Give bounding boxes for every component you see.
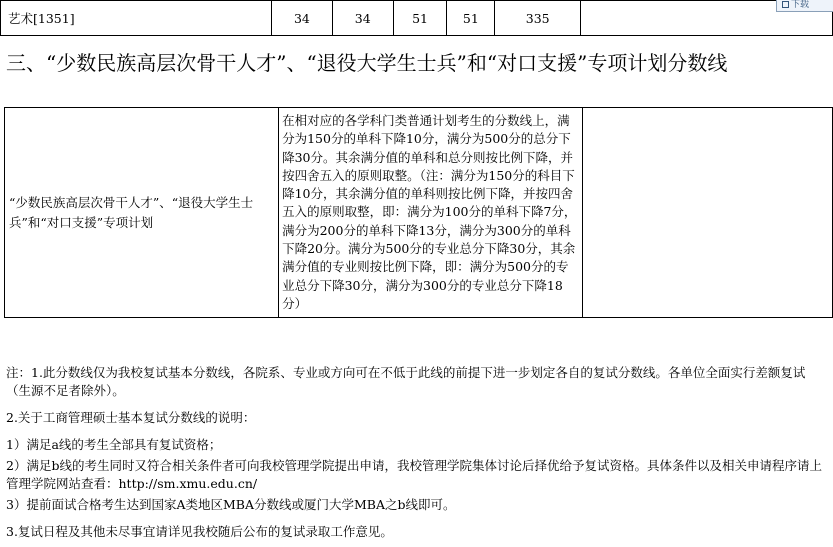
plan-name-cell: “少数民族高层次骨干人才”、“退役大学生士兵”和“对口支援”专项计划 (5, 108, 279, 318)
score-table-last-row (0, 0, 833, 36)
table-row (1, 1, 833, 36)
category-cell: 艺术[1351] (1, 1, 272, 36)
score-cell: 34 (272, 1, 333, 36)
table-row (5, 108, 833, 318)
notes-section (6, 364, 828, 541)
total-score-cell: 335 (495, 1, 581, 36)
score-cell: 51 (393, 1, 447, 36)
special-plan-table (4, 107, 833, 318)
score-cell: 34 (332, 1, 393, 36)
note-3: 3.复试日程及其他未尽事宜请详见我校随后公布的复试录取工作意见。 (6, 524, 393, 539)
note-1: 注：1.此分数线仅为我校复试基本分数线，各院系、专业或方向可在不低于此线的前提下进一步划定各自的复试分数线。各单位全面实行差额复试（生源不足者除外）。 (6, 365, 806, 398)
note-2-item-3: 3）提前面试合格考生达到国家A类地区MBA分数线或厦门大学MBA之b线即可。 (6, 497, 456, 512)
note-2-item-2: 2）满足b线的考生同时又符合相关条件者可向我校管理学院提出申请，我校管理学院集体讨论后择优给予复试资格。具体条件以及相关申请程序请上管理学院网站查看：http://sm.xmu.edu.cn/ (6, 458, 822, 491)
section-heading: 三、“少数民族高层次骨干人才”、“退役大学生士兵”和“对口支援”专项计划分数线 (6, 51, 728, 75)
plan-rule-cell: 在相对应的各学科门类普通计划考生的分数线上，满分为150分的单科下降10分，满分为500分的总分下降30分。其余满分值的单科和总分则按比例下降，并按四舍五入的原则取整。（注：满分为150分的科目下降10分，其余满分值的单科则按比例下降，并按四舍五入的原则取整，即：满分为100分的单科下降7分，满分为200分的单科下降13分，满分为300分的单科下降20分。满分为500分的专业总分下降30分，其余满分值的专业则按比例下降，即：满分为500分的专业总分下降30分，满分为300分的专业总分下降18分） (279, 108, 583, 318)
download-widget[interactable] (776, 0, 833, 12)
empty-cell (583, 108, 833, 318)
score-cell: 51 (447, 1, 495, 36)
download-icon (782, 1, 789, 8)
note-2: 2.关于工商管理硕士基本复试分数线的说明： (6, 410, 256, 425)
download-label: 下载 (791, 0, 810, 10)
note-2-item-1: 1）满足a线的考生全部具有复试资格； (6, 437, 222, 452)
